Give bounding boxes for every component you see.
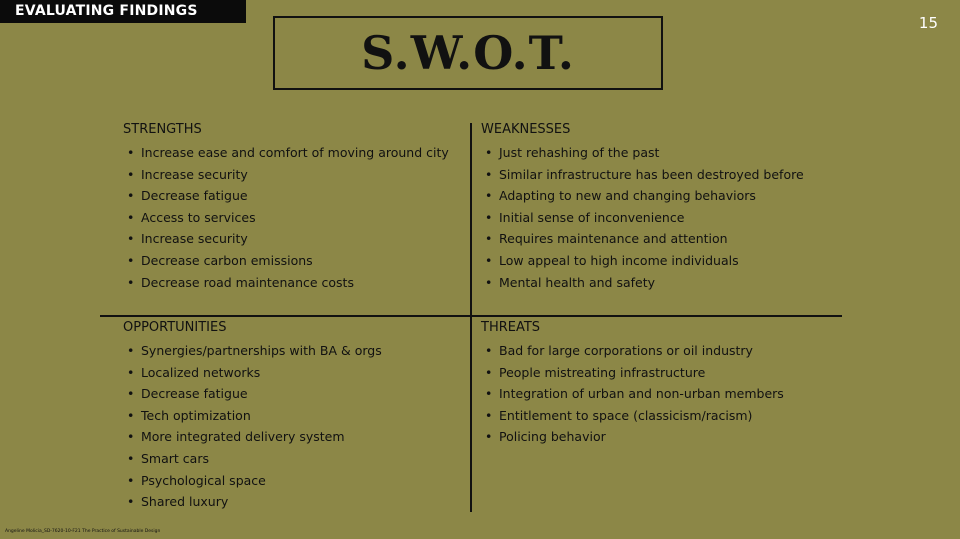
- list-item: [123, 164, 449, 186]
- list-item: [123, 491, 382, 513]
- page-number: 15: [918, 14, 938, 32]
- list-item-text: Adapting to new and changing behaviors: [499, 188, 756, 204]
- bullet-icon: •: [127, 343, 135, 358]
- bullet-icon: •: [127, 209, 135, 225]
- section-tag: [0, 0, 246, 23]
- list-item-text: Requires maintenance and attention: [499, 231, 728, 247]
- bullet-icon: •: [485, 364, 493, 380]
- vertical-divider: [470, 123, 472, 512]
- weaknesses-heading: WEAKNESSES: [481, 122, 571, 137]
- bullet-icon: •: [485, 188, 493, 204]
- list-item: [481, 142, 804, 164]
- list-item: [481, 164, 804, 186]
- bullet-icon: •: [485, 343, 493, 358]
- list-item: [481, 228, 804, 250]
- bullet-icon: •: [127, 472, 135, 488]
- bullet-icon: •: [127, 252, 135, 268]
- list-item: [123, 207, 449, 229]
- threats-list: [481, 340, 784, 448]
- list-item: [481, 185, 804, 207]
- list-item-text: Synergies/partnerships with BA & orgs: [141, 343, 382, 358]
- list-item-text: Entitlement to space (classicism/racism): [499, 407, 753, 423]
- list-item: [481, 207, 804, 229]
- list-item: [123, 448, 382, 470]
- list-item-text: Initial sense of inconvenience: [499, 209, 685, 225]
- strengths-list: [123, 142, 449, 293]
- list-item: [123, 383, 382, 405]
- list-item-text: Increase security: [141, 231, 248, 247]
- list-item-text: Decrease road maintenance costs: [141, 274, 354, 290]
- list-item: [123, 426, 382, 448]
- list-item: [481, 272, 804, 294]
- bullet-icon: •: [127, 231, 135, 247]
- list-item: [123, 185, 449, 207]
- list-item-text: Integration of urban and non-urban members: [499, 386, 784, 402]
- list-item-text: Increase ease and comfort of moving around city: [141, 145, 449, 160]
- list-item-text: Low appeal to high income individuals: [499, 252, 739, 268]
- list-item: [123, 228, 449, 250]
- bullet-icon: •: [127, 166, 135, 182]
- strengths-heading: STRENGTHS: [123, 122, 202, 137]
- list-item-text: Decrease fatigue: [141, 188, 248, 204]
- list-item-text: Mental health and safety: [499, 274, 655, 290]
- slide-title: [273, 16, 663, 90]
- opportunities-quadrant: [123, 320, 382, 513]
- bullet-icon: •: [127, 386, 135, 402]
- list-item-text: Increase security: [141, 166, 248, 182]
- list-item: [123, 340, 382, 362]
- list-item: [481, 405, 784, 427]
- bullet-icon: •: [127, 429, 135, 445]
- list-item: [481, 426, 784, 448]
- bullet-icon: •: [485, 429, 493, 445]
- weaknesses-quadrant: [481, 122, 804, 293]
- list-item: [481, 340, 784, 362]
- footer-credit: Angeline Molicia_SD-7620-10-F21 The Practice of Sustainable Design: [5, 529, 161, 534]
- list-item: [123, 142, 449, 164]
- list-item: [481, 383, 784, 405]
- opportunities-heading: OPPORTUNITIES: [123, 320, 227, 335]
- list-item-text: Shared luxury: [141, 494, 229, 510]
- list-item-text: Similar infrastructure has been destroyed before: [499, 166, 804, 182]
- list-item: [123, 250, 449, 272]
- strengths-quadrant: [123, 122, 449, 293]
- list-item-text: Decrease fatigue: [141, 386, 248, 402]
- list-item: [123, 470, 382, 492]
- bullet-icon: •: [127, 364, 135, 380]
- list-item-text: Access to services: [141, 209, 256, 225]
- list-item-text: Localized networks: [141, 364, 261, 380]
- list-item-text: More integrated delivery system: [141, 429, 345, 445]
- list-item-text: Smart cars: [141, 450, 209, 466]
- list-item-text: Policing behavior: [499, 429, 606, 445]
- bullet-icon: •: [485, 231, 493, 247]
- list-item: [481, 362, 784, 384]
- list-item-text: People mistreating infrastructure: [499, 364, 706, 380]
- horizontal-divider: [100, 315, 842, 317]
- bullet-icon: •: [127, 188, 135, 204]
- bullet-icon: •: [127, 145, 135, 160]
- bullet-icon: •: [485, 407, 493, 423]
- bullet-icon: •: [485, 386, 493, 402]
- bullet-icon: •: [127, 407, 135, 423]
- threats-quadrant: [481, 320, 784, 448]
- bullet-icon: •: [485, 145, 493, 160]
- bullet-icon: •: [485, 166, 493, 182]
- bullet-icon: •: [485, 252, 493, 268]
- list-item-text: Decrease carbon emissions: [141, 252, 313, 268]
- weaknesses-list: [481, 142, 804, 293]
- list-item-text: Psychological space: [141, 472, 266, 488]
- bullet-icon: •: [127, 274, 135, 290]
- bullet-icon: •: [485, 274, 493, 290]
- list-item: [481, 250, 804, 272]
- threats-heading: THREATS: [481, 320, 541, 335]
- slide-title-text: S.W.O.T.: [361, 26, 575, 80]
- list-item-text: Just rehashing of the past: [499, 145, 660, 160]
- list-item-text: Bad for large corporations or oil industry: [499, 343, 753, 358]
- bullet-icon: •: [127, 494, 135, 510]
- list-item: [123, 405, 382, 427]
- bullet-icon: •: [127, 450, 135, 466]
- bullet-icon: •: [485, 209, 493, 225]
- list-item-text: Tech optimization: [141, 407, 251, 423]
- section-tag-label: EVALUATING FINDINGS: [15, 3, 198, 19]
- list-item: [123, 362, 382, 384]
- list-item: [123, 272, 449, 294]
- opportunities-list: [123, 340, 382, 513]
